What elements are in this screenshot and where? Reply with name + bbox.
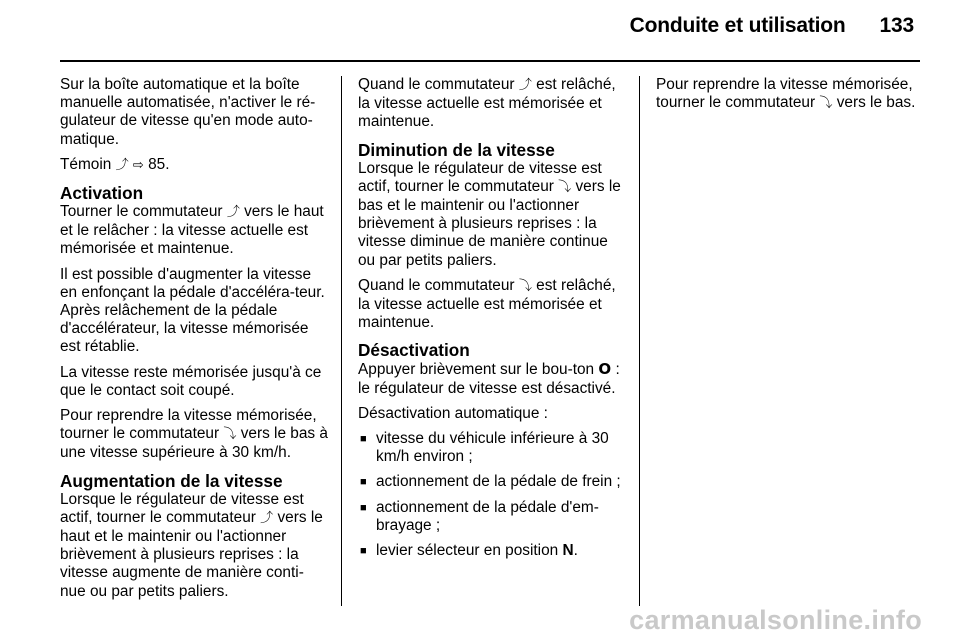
intro-paragraph: Sur la boîte automatique et la boîte manuelle automatisée, n'activer le ré-gulateur de vitesse qu'en mode auto-matique. bbox=[60, 76, 316, 148]
activation-paragraph-2: Il est possible d'augmenter la vitesse en enfonçant la pédale d'accéléra-teur. Après relâchement de la pédale d'accélérateur, la vitesse mémorisée est rétablie. bbox=[60, 265, 325, 356]
temoin-paragraph: Témoin ⤴ ⇨ 85. bbox=[60, 155, 170, 173]
resume-paragraph: Pour reprendre la vitesse mémorisée, tourner le commutateur ⤵ vers le bas. bbox=[656, 76, 916, 112]
heading-augmentation: Augmentation de la vitesse bbox=[60, 470, 283, 491]
page-header bbox=[630, 14, 914, 38]
reference-arrow-icon: ⇨ bbox=[132, 157, 144, 173]
gear-position-n: N bbox=[562, 542, 574, 560]
list-item: ■ actionnement de la pédale d'em-brayage ; bbox=[360, 498, 599, 534]
switch-up-icon: ⤴ bbox=[260, 510, 274, 526]
switch-down-icon: ⤵ bbox=[819, 96, 833, 112]
column-2 bbox=[358, 76, 626, 567]
switch-down-icon: ⤵ bbox=[518, 278, 532, 294]
switch-up-icon: ⤴ bbox=[226, 205, 240, 221]
heading-desactivation: Désactivation bbox=[358, 340, 470, 361]
list-item: ■ vitesse du véhicule inférieure à 30 km/h environ ; bbox=[360, 430, 609, 466]
column-divider bbox=[639, 76, 640, 606]
bullet-icon: ■ bbox=[360, 545, 367, 558]
header-title: Conduite et utilisation bbox=[629, 14, 846, 37]
activation-paragraph-3: La vitesse reste mémorisée jusqu'à ce que le contact soit coupé. bbox=[60, 363, 322, 399]
augmentation-paragraph: Lorsque le régulateur de vitesse est actif, tourner le commutateur ⤴ vers le haut et le maintenir ou l'actionner brièvement à plusieurs reprises : la vitesse augmente de manière conti-nue ou par petits paliers. bbox=[60, 490, 323, 600]
list-item: ■ actionnement de la pédale de frein ; bbox=[360, 473, 621, 491]
heading-diminution: Diminution de la vitesse bbox=[358, 139, 555, 160]
switch-down-icon: ⤵ bbox=[223, 427, 237, 443]
release-paragraph: Quand le commutateur ⤴ est relâché, la vitesse actuelle est mémorisée et maintenue. bbox=[358, 76, 616, 131]
watermark: carmanualsonline.info bbox=[629, 605, 922, 635]
activation-paragraph-1: Tourner le commutateur ⤴ vers le haut et le relâcher : la vitesse actuelle est mémorisée et maintenue. bbox=[60, 203, 324, 258]
page-number: 133 bbox=[879, 14, 914, 37]
switch-down-icon: ⤵ bbox=[558, 179, 572, 195]
heading-activation: Activation bbox=[60, 183, 144, 204]
column-3 bbox=[656, 76, 924, 120]
diminution-paragraph-2: Quand le commutateur ⤵ est relâché, la vitesse actuelle est mémorisée et maintenue. bbox=[358, 276, 616, 332]
desactivation-paragraph-2: Désactivation automatique : bbox=[358, 404, 548, 422]
diminution-paragraph-1: Lorsque le régulateur de vitesse est actif, tourner le commutateur ⤵ vers le bas et le maintenir ou l'actionner brièvement à plusieurs reprises : la vitesse diminue de manière continue ou par petits paliers. bbox=[358, 159, 621, 269]
off-button-icon: O bbox=[598, 360, 612, 379]
bullet-icon: ■ bbox=[360, 476, 367, 489]
auto-deactivation-list bbox=[358, 430, 626, 560]
activation-paragraph-4: Pour reprendre la vitesse mémorisée, tourner le commutateur ⤵ vers le bas à une vitesse supérieure à 30 km/h. bbox=[60, 407, 328, 462]
bullet-icon: ■ bbox=[360, 501, 367, 514]
switch-up-icon: ⤴ bbox=[115, 157, 129, 173]
column-divider bbox=[341, 76, 342, 606]
header-rule bbox=[60, 60, 920, 62]
desactivation-paragraph-1: Appuyer brièvement sur le bou-ton O : le régulateur de vitesse est désactivé. bbox=[358, 360, 620, 397]
list-item: ■ levier sélecteur en position N. bbox=[360, 542, 578, 560]
page-reference-link[interactable]: 85. bbox=[148, 155, 170, 173]
column-1 bbox=[60, 76, 328, 608]
bullet-icon: ■ bbox=[360, 433, 367, 446]
switch-up-icon: ⤴ bbox=[518, 78, 532, 93]
